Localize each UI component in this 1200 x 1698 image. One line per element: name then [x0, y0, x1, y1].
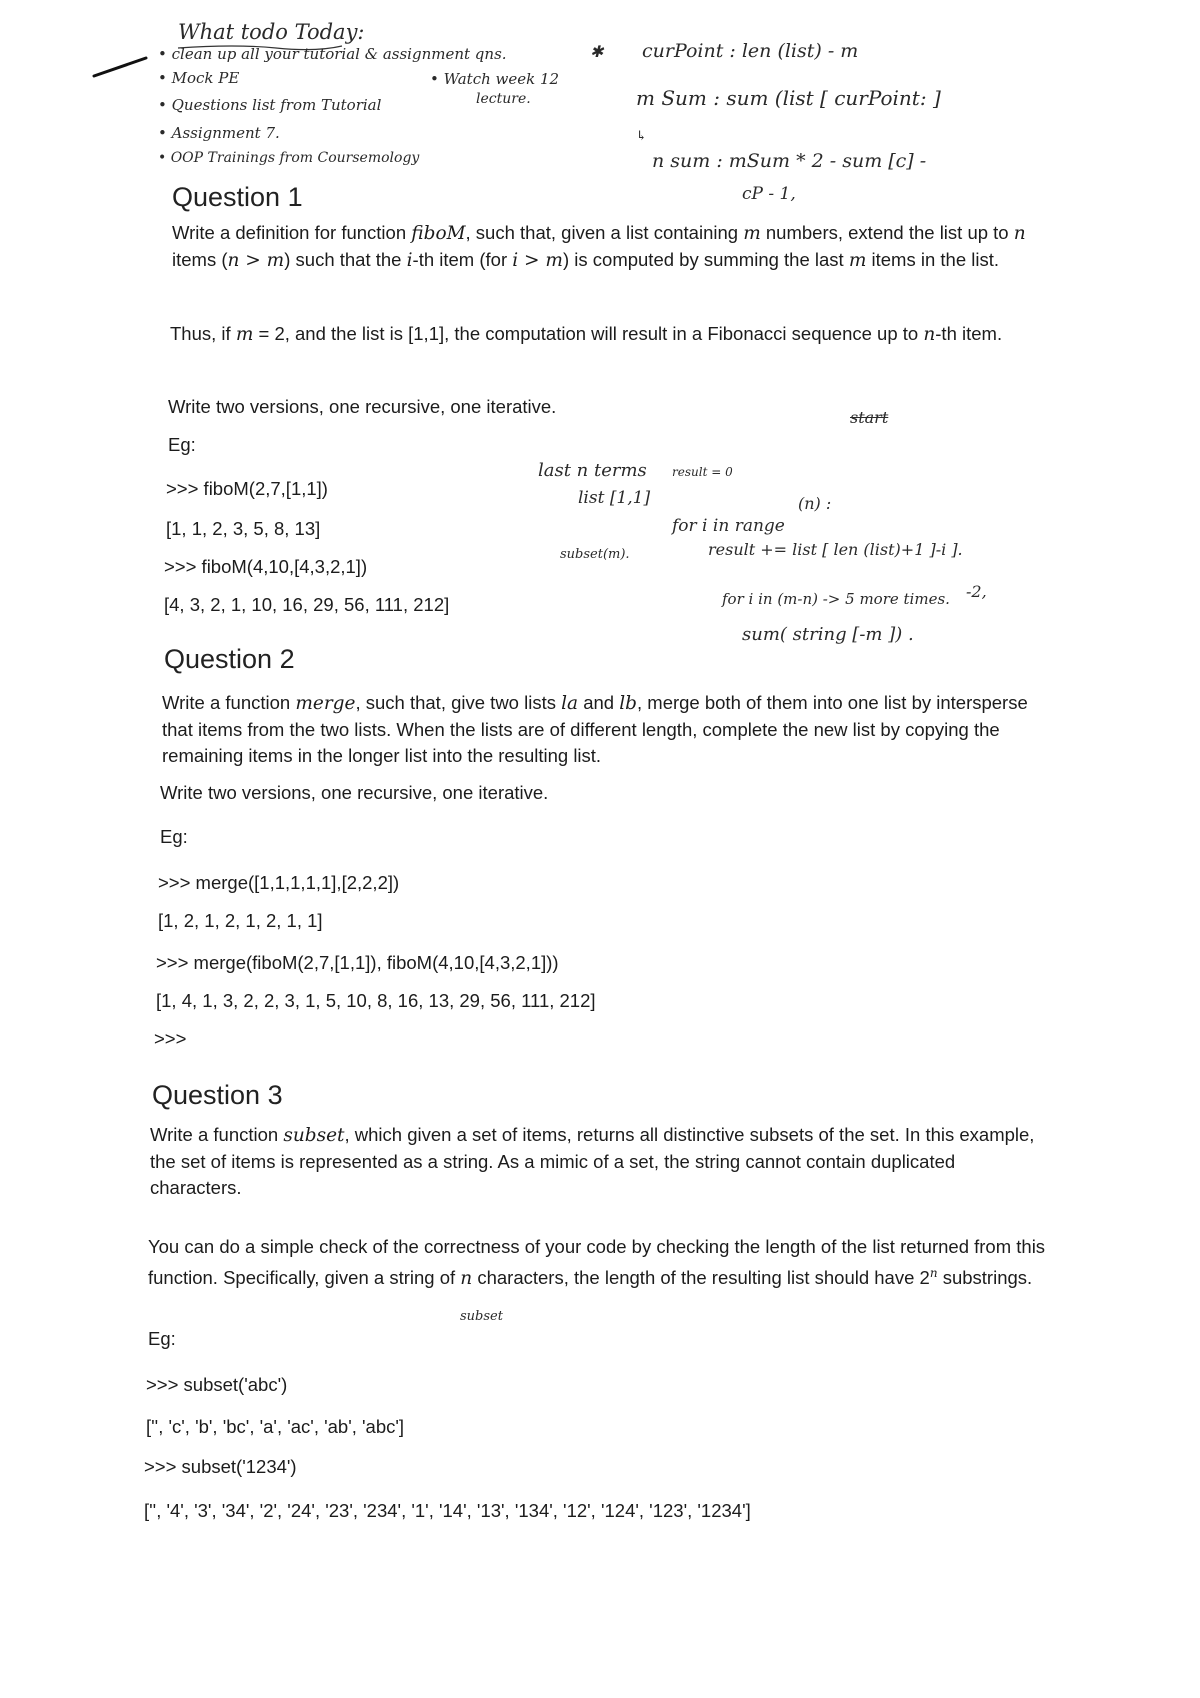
handwritten-mid-6: subset(m). — [560, 547, 630, 562]
handwritten-lecture: lecture. — [476, 91, 531, 107]
question-3-example-1-output: ['', 'c', 'b', 'bc', 'a', 'ac', 'ab', 'abc'] — [146, 1416, 405, 1437]
question-2-example-2-output: [1, 4, 1, 3, 2, 2, 3, 1, 5, 10, 8, 16, 13, 29, 56, 111, 212] — [156, 990, 596, 1011]
question-3-length-check: You can do a simple check of the correctness of your code by checking the length of the list returned from this function. Specifically, given a string of n characters, the length of the resulting list should have 2$^n$ substrings. — [148, 1236, 1046, 1290]
question-1-example-2-input: >>> fiboM(4,10,[4,3,2,1]) — [164, 556, 368, 577]
handwritten-mid-7: result += list [ len (list)+1 ]-i ]. — [708, 540, 963, 559]
handwritten-mid-4: (n) : — [798, 494, 832, 513]
question-2-eg-label: Eg: — [160, 826, 188, 847]
handwritten-todo-item-3: • Questions list from Tutorial — [158, 96, 382, 114]
question-1-example-1-input: >>> fiboM(2,7,[1,1]) — [166, 478, 328, 499]
handwritten-mid-3: list [1,1] — [578, 488, 651, 508]
question-1-versions: Write two versions, one recursive, one iterative. — [168, 396, 557, 417]
handwritten-note-1: curPoint : len (list) - m — [642, 40, 859, 62]
question-3-title: Question 3 — [152, 1080, 283, 1110]
question-3-description: Write a function subset, which given a set of items, returns all distinctive subsets of the set. In this example, the set of items is represented as a string. As a mimic of a set, the string cannot contain duplicated characters. — [150, 1124, 1035, 1198]
handwritten-note-2: m Sum : sum (list [ curPoint: ] — [636, 86, 941, 110]
question-2-example-1-input: >>> merge([1,1,1,1,1],[2,2,2]) — [158, 872, 400, 893]
handwritten-todo-item-4: • Assignment 7. — [158, 124, 280, 142]
question-3-example-2-output: ['', '4', '3', '34', '2', '24', '23', '234', '1', '14', '13', '134', '12', '124', '123', '1234'] — [144, 1500, 751, 1521]
handwritten-todo-title: What todo Today: — [178, 20, 365, 44]
question-1-eg-label: Eg: — [168, 434, 196, 455]
question-1-fibonacci-note: Thus, if m = 2, and the list is [1,1], the computation will result in a Fibonacci sequence up to n-th item. — [170, 323, 1003, 345]
question-2-example-1-output: [1, 2, 1, 2, 1, 2, 1, 1] — [158, 910, 323, 931]
question-2-description: Write a function merge, such that, give two lists la and lb, merge both of them into one list by intersperse that items from the two lists. When the lists are of different length, complete the new list by copying the remaining items in the longer list into the resulting list. — [162, 692, 1028, 766]
handwritten-mid-1: last n terms — [538, 460, 647, 481]
handwritten-asterisk: ✱ — [590, 42, 604, 61]
handwritten-watch-week: • Watch week 12 — [430, 70, 560, 88]
handwritten-note-3: n sum : mSum * 2 - sum [c] - — [652, 150, 927, 172]
question-1-example-1-output: [1, 1, 2, 3, 5, 8, 13] — [166, 518, 321, 539]
handwritten-mid-10: sum( string [-m ]) . — [742, 624, 914, 645]
question-2-versions: Write two versions, one recursive, one iterative. — [160, 782, 549, 803]
question-2-prompt: >>> — [154, 1028, 187, 1049]
handwritten-mid-8: for i in (m-n) -> 5 more times. — [722, 590, 950, 608]
question-1-description: Write a definition for function fiboM, such that, given a list containing m numbers, extend the list up to n items (n > m) such that the i-th item (for i > m) is computed by summing the last m items in the list. — [172, 222, 1026, 271]
fn-name-merge: merge — [295, 693, 356, 714]
handwritten-mid-9: -2, — [966, 582, 987, 601]
handwritten-todo-item-2: • Mock PE — [158, 69, 240, 87]
question-1-example-2-output: [4, 3, 2, 1, 10, 16, 29, 56, 111, 212] — [164, 594, 450, 615]
fn-name-subset: subset — [283, 1125, 345, 1146]
handwritten-note-small: ↳ — [636, 129, 647, 144]
handwritten-note-4: cP - 1, — [742, 184, 796, 204]
question-2-title: Question 2 — [164, 644, 295, 674]
question-2-example-2-input: >>> merge(fiboM(2,7,[1,1]), fiboM(4,10,[4,3,2,1])) — [156, 952, 559, 973]
question-3-example-2-input: >>> subset('1234') — [144, 1456, 297, 1477]
handwritten-subset-note: subset — [460, 1309, 503, 1324]
handwritten-mid-5: for i in range — [672, 516, 785, 536]
question-3-example-1-input: >>> subset('abc') — [146, 1374, 288, 1395]
handwritten-scratch-stamp: start — [850, 408, 889, 427]
handwritten-todo-item-1: • clean up all your tutorial & assignment qns. — [158, 45, 507, 63]
check-mark-stroke — [90, 52, 150, 82]
question-3-eg-label: Eg: — [148, 1328, 176, 1349]
question-1-title: Question 1 — [172, 182, 303, 212]
fn-name-fibom: fiboM — [411, 223, 466, 244]
handwritten-mid-2: result = 0 — [672, 465, 733, 479]
handwritten-todo-item-5: • OOP Trainings from Coursemology — [158, 150, 420, 166]
